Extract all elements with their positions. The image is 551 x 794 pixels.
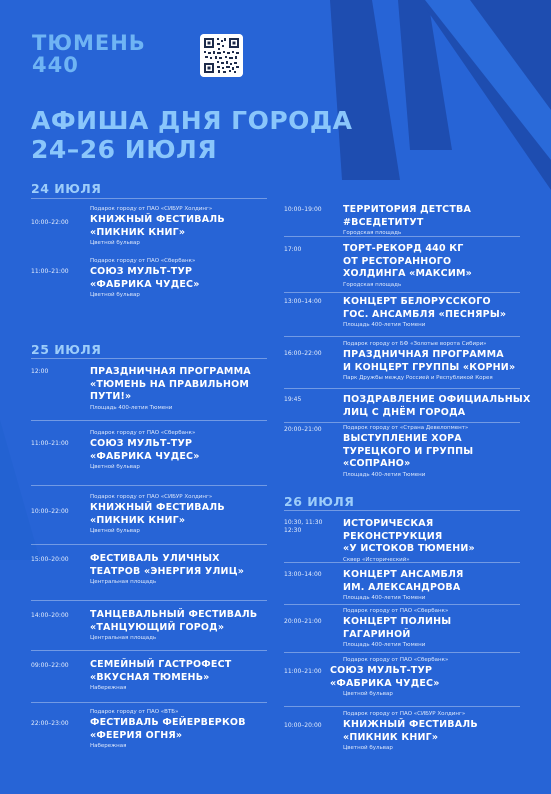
divider [31, 198, 267, 199]
divider [31, 358, 267, 359]
event-title: КНИЖНЫЙ ФЕСТИВАЛЬ «ПИКНИК КНИГ» [90, 502, 225, 526]
divider [284, 336, 520, 337]
event-venue: Сквер «Исторический» [343, 556, 410, 563]
event-venue: Цветной бульвар [343, 745, 393, 751]
event-time: 10:00–22:00 [31, 508, 69, 515]
event-item [90, 257, 200, 300]
logo-line2: 440 [32, 53, 79, 77]
event-title: СОЮЗ МУЛЬТ-ТУР «ФАБРИКА ЧУДЕС» [330, 665, 440, 689]
event-item [343, 204, 471, 238]
event-title: ФЕСТИВАЛЬ ФЕЙЕРВЕРКОВ «ФЕЕРИЯ ОГНЯ» [90, 717, 246, 741]
event-sponsor: Подарок городу от БФ «Золотые ворота Сибири» [343, 341, 487, 347]
event-time: 19:45 [284, 396, 302, 403]
event-title: СОЮЗ МУЛЬТ-ТУР «ФАБРИКА ЧУДЕС» [90, 266, 200, 290]
event-time: 12:00 [31, 368, 49, 375]
divider [284, 604, 520, 605]
event-time: 10:00–22:00 [31, 219, 69, 226]
event-title: СОЮЗ МУЛЬТ-ТУР «ФАБРИКА ЧУДЕС» [90, 438, 200, 462]
event-title: СЕМЕЙНЫЙ ГАСТРОФЕСТ «ВКУСНАЯ ТЮМЕНЬ» [90, 659, 232, 683]
event-sponsor: Подарок городу от ПАО «СИБУР Холдинг» [343, 711, 466, 717]
event-time: 17:00 [284, 246, 302, 253]
event-title: КОНЦЕРТ БЕЛОРУССКОГО ГОС. АНСАМБЛЯ «ПЕСНЯРЫ» [343, 296, 507, 320]
city-logo [32, 32, 146, 76]
event-time: 13:00–14:00 [284, 571, 322, 578]
event-time: 20:00–21:00 [284, 618, 322, 625]
divider [284, 388, 520, 389]
qr-code-icon[interactable] [200, 34, 243, 77]
logo-line1: ТЮМЕНЬ [32, 31, 146, 55]
event-venue: Площадь 400-летия Тюмени [343, 322, 426, 328]
day-header-24: 24 ИЮЛЯ [31, 181, 102, 196]
divider [284, 422, 520, 423]
event-venue: Цветной бульвар [90, 528, 140, 534]
event-item [90, 553, 244, 587]
event-title: ВЫСТУПЛЕНИЕ ХОРА ТУРЕЦКОГО И ГРУППЫ «СОПРАНО» [343, 433, 474, 469]
divider [284, 706, 520, 707]
headline-line1: АФИША ДНЯ ГОРОДА [31, 106, 353, 135]
event-venue: Городская площадь [343, 281, 402, 288]
event-venue: Цветной бульвар [343, 691, 393, 697]
event-item [90, 493, 225, 536]
event-venue: Парк Дружбы между Россией и Республикой Корея [343, 375, 493, 381]
event-item [90, 708, 246, 751]
event-time: 11:00–21:00 [31, 440, 69, 447]
divider [31, 485, 267, 486]
event-item [343, 394, 531, 419]
event-title: ТАНЦЕВАЛЬНЫЙ ФЕСТИВАЛЬ «ТАНЦУЮЩИЙ ГОРОД» [90, 609, 258, 633]
event-time: 11:00–21:00 [31, 268, 69, 275]
event-time: 15:00–20:00 [31, 556, 69, 563]
event-title: КОНЦЕРТ АНСАМБЛЯ ИМ. АЛЕКСАНДРОВА [343, 569, 464, 593]
event-venue: Цветной бульвар [90, 464, 140, 470]
event-venue: Площадь 400-летия Тюмени [90, 404, 173, 411]
event-item [343, 243, 472, 290]
event-title: ТОРТ-РЕКОРД 440 КГ ОТ РЕСТОРАННОГО ХОЛДИНГА «МАКСИМ» [343, 243, 472, 279]
event-venue: Площадь 400-летия Тюмени [343, 642, 426, 648]
event-item [343, 296, 506, 330]
event-time: 09:00–22:00 [31, 662, 69, 669]
event-venue: Набережная [90, 685, 127, 691]
event-item [343, 340, 515, 383]
event-title: КНИЖНЫЙ ФЕСТИВАЛЬ «ПИКНИК КНИГ» [90, 214, 225, 238]
event-time: 22:00–23:00 [31, 720, 69, 727]
divider [284, 510, 520, 511]
divider [284, 292, 520, 293]
event-item [90, 366, 251, 413]
event-time: 10:30, 11:30 12:30 [284, 519, 323, 534]
event-title: ИСТОРИЧЕСКАЯ РЕКОНСТРУКЦИЯ «У ИСТОКОВ ТЮМЕНИ» [343, 518, 475, 554]
event-item [343, 710, 478, 753]
event-time: 14:00–20:00 [31, 612, 69, 619]
divider [31, 600, 267, 601]
event-sponsor: Подарок городу от ПАО «Сбербанк» [343, 657, 449, 663]
event-sponsor: Подарок городу от ПАО «СИБУР Холдинг» [90, 206, 213, 212]
event-venue: Цветной бульвар [90, 292, 140, 298]
event-sponsor: Подарок городу от ПАО «Сбербанк» [90, 430, 196, 436]
headline-line2: 24–26 ИЮЛЯ [31, 135, 218, 164]
divider [284, 652, 520, 653]
event-item [90, 205, 225, 248]
event-item [343, 607, 451, 650]
event-title: КНИЖНЫЙ ФЕСТИВАЛЬ «ПИКНИК КНИГ» [343, 719, 478, 743]
event-title: КОНЦЕРТ ПОЛИНЫ ГАГАРИНОЙ [343, 616, 452, 640]
event-item [343, 424, 473, 480]
event-time: 13:00–14:00 [284, 298, 322, 305]
event-time: 10:00–20:00 [284, 722, 322, 729]
event-sponsor: Подарок городу от ПАО «ВТБ» [90, 709, 179, 715]
event-time: 10:00–19:00 [284, 206, 322, 213]
event-venue: Центральная площадь [90, 635, 157, 641]
divider [31, 420, 267, 421]
day-header-26: 26 ИЮЛЯ [284, 494, 355, 509]
day-header-25: 25 ИЮЛЯ [31, 342, 102, 357]
divider [31, 544, 267, 545]
event-venue: Городская площадь [343, 230, 402, 236]
event-item [90, 429, 200, 472]
poster-headline [31, 106, 353, 164]
event-title: ПОЗДРАВЛЕНИЕ ОФИЦИАЛЬНЫХ ЛИЦ С ДНЁМ ГОРОДА [343, 394, 531, 418]
event-time: 20:00–21:00 [284, 426, 322, 433]
event-item [90, 659, 231, 693]
event-venue: Набережная [90, 743, 127, 749]
event-title: ТЕРРИТОРИЯ ДЕТСТВА #ВСЕДЕТИТУТ [343, 204, 472, 228]
event-title: ПРАЗДНИЧНАЯ ПРОГРАММА «ТЮМЕНЬ НА ПРАВИЛЬНОМ ПУТИ!» [90, 366, 251, 402]
divider [31, 650, 267, 651]
event-venue: Центральная площадь [90, 579, 157, 585]
event-title: ФЕСТИВАЛЬ УЛИЧНЫХ ТЕАТРОВ «ЭНЕРГИЯ УЛИЦ» [90, 553, 245, 577]
event-sponsor: Подарок городу от «Страна Девелопмент» [343, 425, 469, 431]
event-item [90, 609, 257, 643]
divider [31, 702, 267, 703]
event-title: ПРАЗДНИЧНАЯ ПРОГРАММА И КОНЦЕРТ ГРУППЫ «КОРНИ» [343, 349, 516, 373]
event-venue: Площадь 400-летия Тюмени [343, 471, 426, 478]
event-venue: Цветной бульвар [90, 240, 140, 246]
event-item [330, 656, 448, 699]
event-item [343, 569, 464, 603]
event-time: 16:00–22:00 [284, 350, 322, 357]
event-item [343, 518, 475, 565]
event-time: 11:00–21:00 [284, 668, 322, 675]
event-sponsor: Подарок городу от ПАО «Сбербанк» [90, 258, 196, 264]
event-sponsor: Подарок городу от ПАО «Сбербанк» [343, 608, 449, 614]
event-venue: Площадь 400-летия Тюмени [343, 595, 426, 601]
event-sponsor: Подарок городу от ПАО «СИБУР Холдинг» [90, 494, 213, 500]
